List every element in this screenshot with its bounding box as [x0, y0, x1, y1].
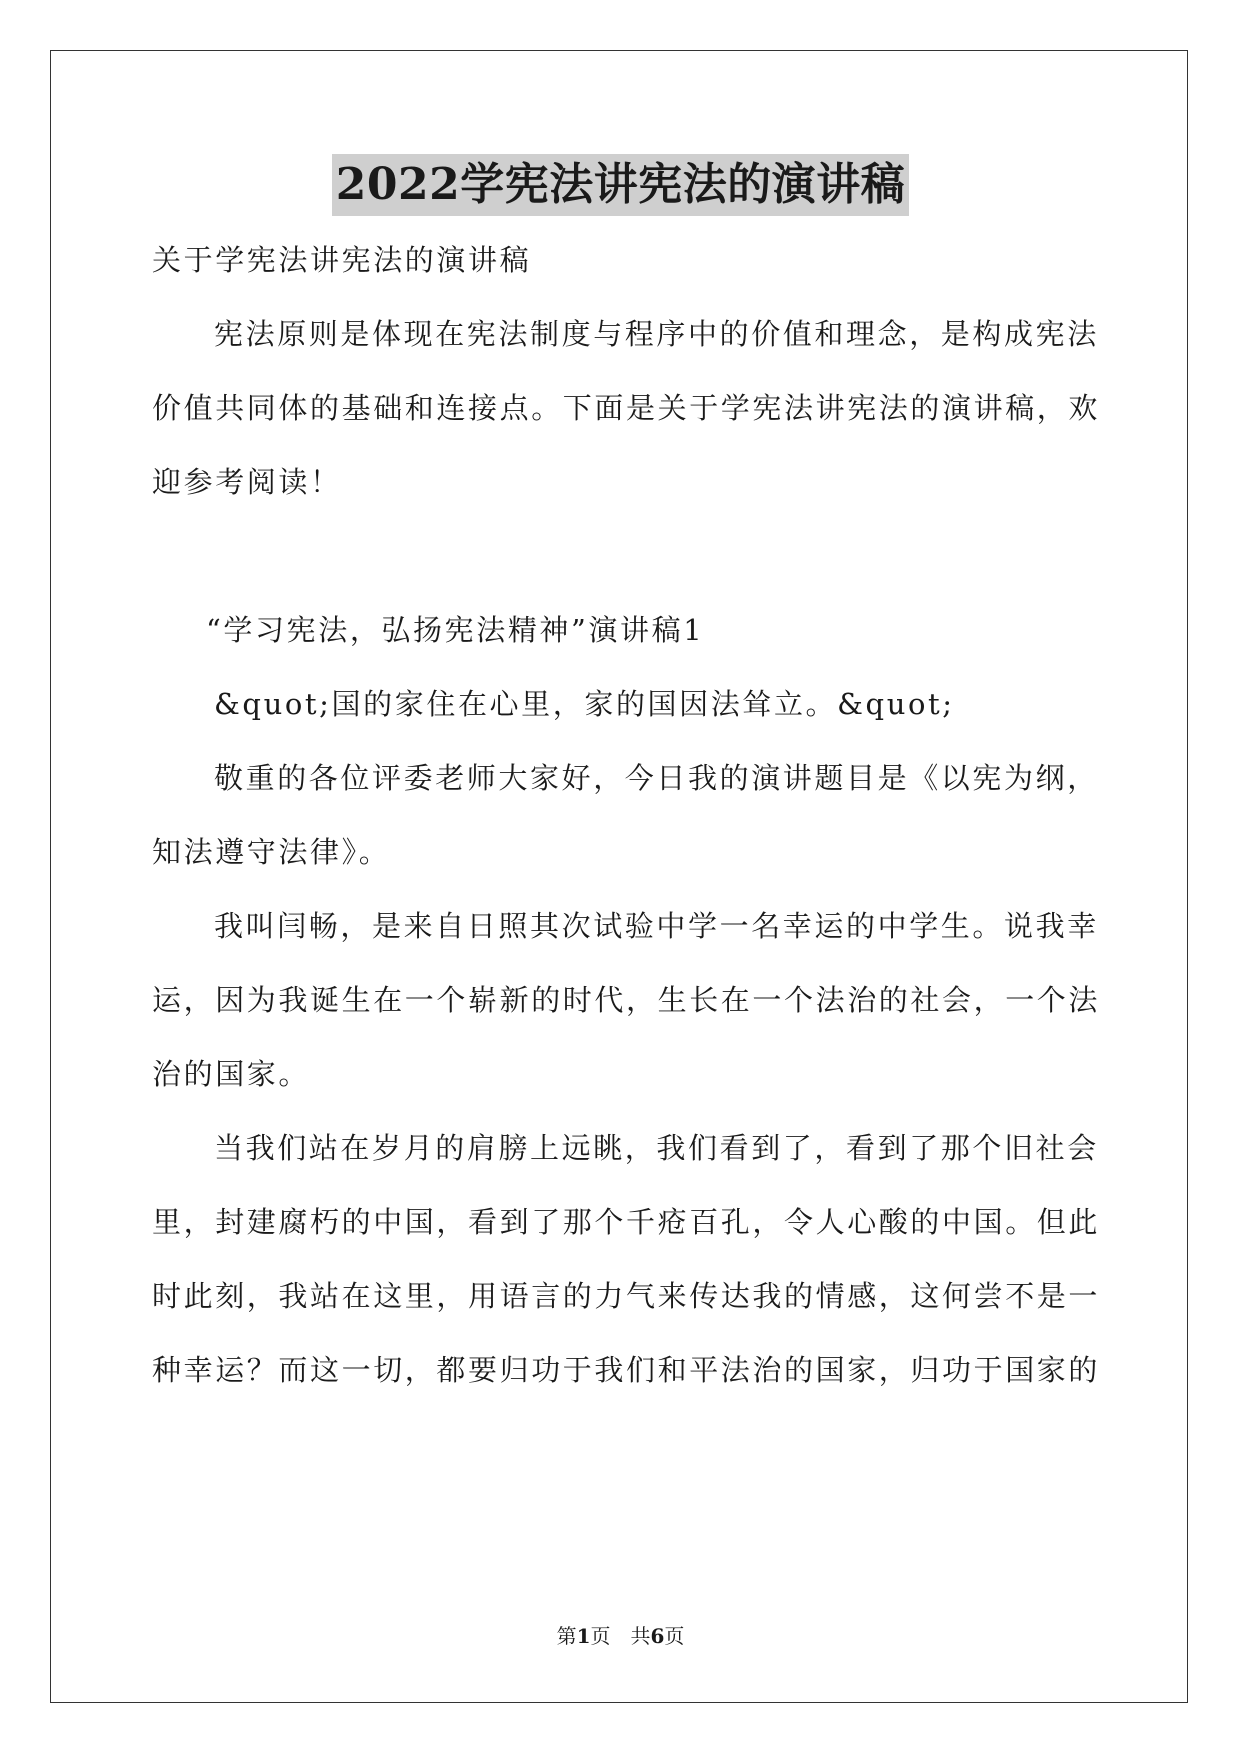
- page-footer: [0, 1620, 1241, 1649]
- footer-mid: 页 共: [590, 1624, 651, 1648]
- paragraph-line: 时此刻，我站在这里，用语言的力气来传达我的情感，这何尝不是一: [152, 1279, 1101, 1313]
- footer-page-total: 6: [650, 1624, 665, 1648]
- document-title: 2022学宪法讲宪法的演讲稿: [332, 154, 909, 216]
- title-container: [0, 154, 1241, 216]
- paragraph-line: &quot;国的家住在心里，家的国因法耸立。&quot;: [214, 687, 955, 721]
- paragraph-line: 种幸运？而这一切，都要归功于我们和平法治的国家，归功于国家的: [152, 1353, 1101, 1387]
- footer-suffix: 页: [664, 1624, 685, 1648]
- paragraph-line: 宪法原则是体现在宪法制度与程序中的价值和理念，是构成宪法: [214, 317, 1099, 351]
- paragraph-line: “学习宪法，弘扬宪法精神”演讲稿1: [206, 613, 705, 647]
- footer-page-current: 1: [576, 1624, 591, 1648]
- paragraph-line: 我叫闫畅，是来自日照其次试验中学一名幸运的中学生。说我幸: [214, 909, 1099, 943]
- footer-prefix: 第: [556, 1624, 577, 1648]
- paragraph-line: 当我们站在岁月的肩膀上远眺，我们看到了，看到了那个旧社会: [214, 1131, 1099, 1165]
- page-border: [50, 50, 1188, 1703]
- paragraph-line: 价值共同体的基础和连接点。下面是关于学宪法讲宪法的演讲稿，欢: [152, 391, 1101, 425]
- paragraph-line: 运，因为我诞生在一个崭新的时代，生长在一个法治的社会，一个法: [152, 983, 1101, 1017]
- paragraph-line: 敬重的各位评委老师大家好，今日我的演讲题目是《以宪为纲，: [214, 761, 1099, 795]
- paragraph-line: 治的国家。: [152, 1057, 311, 1091]
- paragraph-line: 里，封建腐朽的中国，看到了那个千疮百孔，令人心酸的中国。但此: [152, 1205, 1101, 1239]
- paragraph-line: 迎参考阅读！: [152, 465, 342, 499]
- paragraph-line: 关于学宪法讲宪法的演讲稿: [152, 243, 532, 277]
- paragraph-line: 知法遵守法律》。: [152, 835, 391, 869]
